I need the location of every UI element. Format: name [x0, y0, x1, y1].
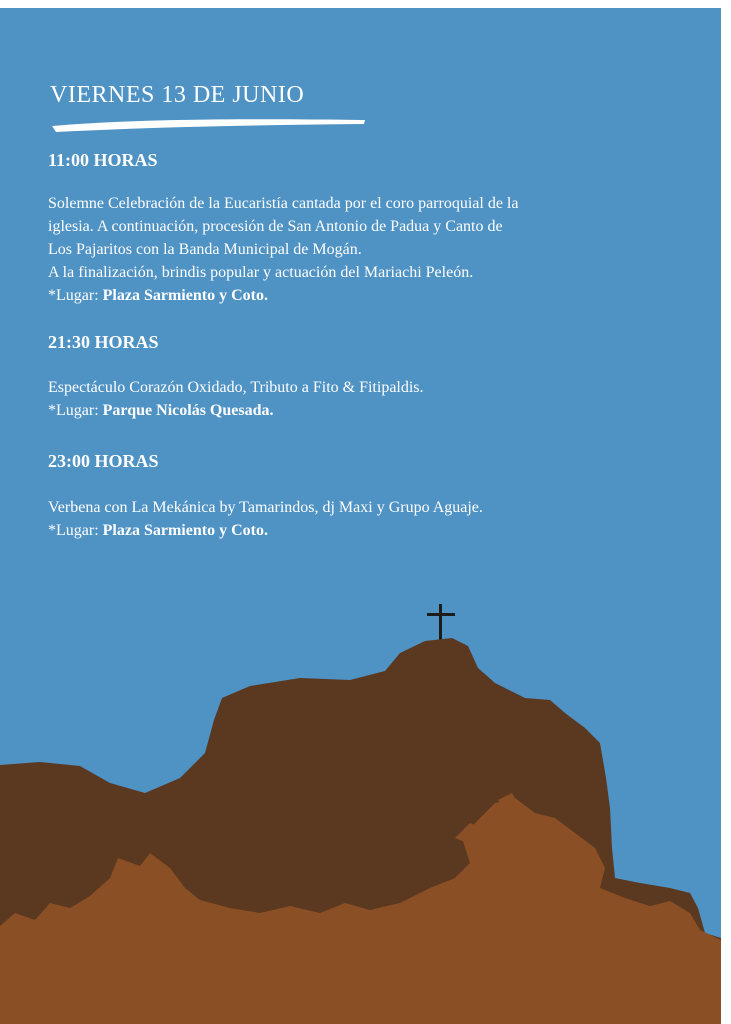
event-description-1	[48, 192, 518, 307]
place-prefix: *Lugar:	[48, 287, 103, 304]
place-name: Plaza Sarmiento y Coto.	[102, 287, 268, 304]
event-time-2: 21:30 HORAS	[48, 332, 159, 352]
event-time-3: 23:00 HORAS	[48, 451, 159, 471]
day-title: VIERNES 13 DE JUNIO	[50, 82, 305, 108]
event-line: Verbena con La Mekánica by Tamarindos, dj Maxi y Grupo Aguaje.	[48, 499, 483, 516]
place-prefix: *Lugar:	[48, 522, 103, 539]
event-place	[48, 284, 518, 307]
event-line: Los Pajaritos con la Banda Municipal de Mogán.	[48, 241, 362, 258]
event-description-2	[48, 376, 424, 422]
place-name: Parque Nicolás Quesada.	[102, 402, 274, 419]
event-line: A la finalización, brindis popular y actuación del Mariachi Peleón.	[48, 264, 474, 281]
event-line: Espectáculo Corazón Oxidado, Tributo a Fito & Fitipaldis.	[48, 379, 424, 396]
place-prefix: *Lugar:	[48, 402, 103, 419]
event-time-1: 11:00 HORAS	[48, 150, 158, 170]
event-description-3	[48, 496, 483, 542]
place-name: Plaza Sarmiento y Coto.	[102, 522, 268, 539]
poster	[0, 8, 721, 1024]
event-place	[48, 399, 424, 422]
event-line: Solemne Celebración de la Eucaristía cantada por el coro parroquial de la	[48, 195, 519, 212]
event-place	[48, 519, 483, 542]
event-line: iglesia. A continuación, procesión de San Antonio de Padua y Canto de	[48, 218, 503, 235]
